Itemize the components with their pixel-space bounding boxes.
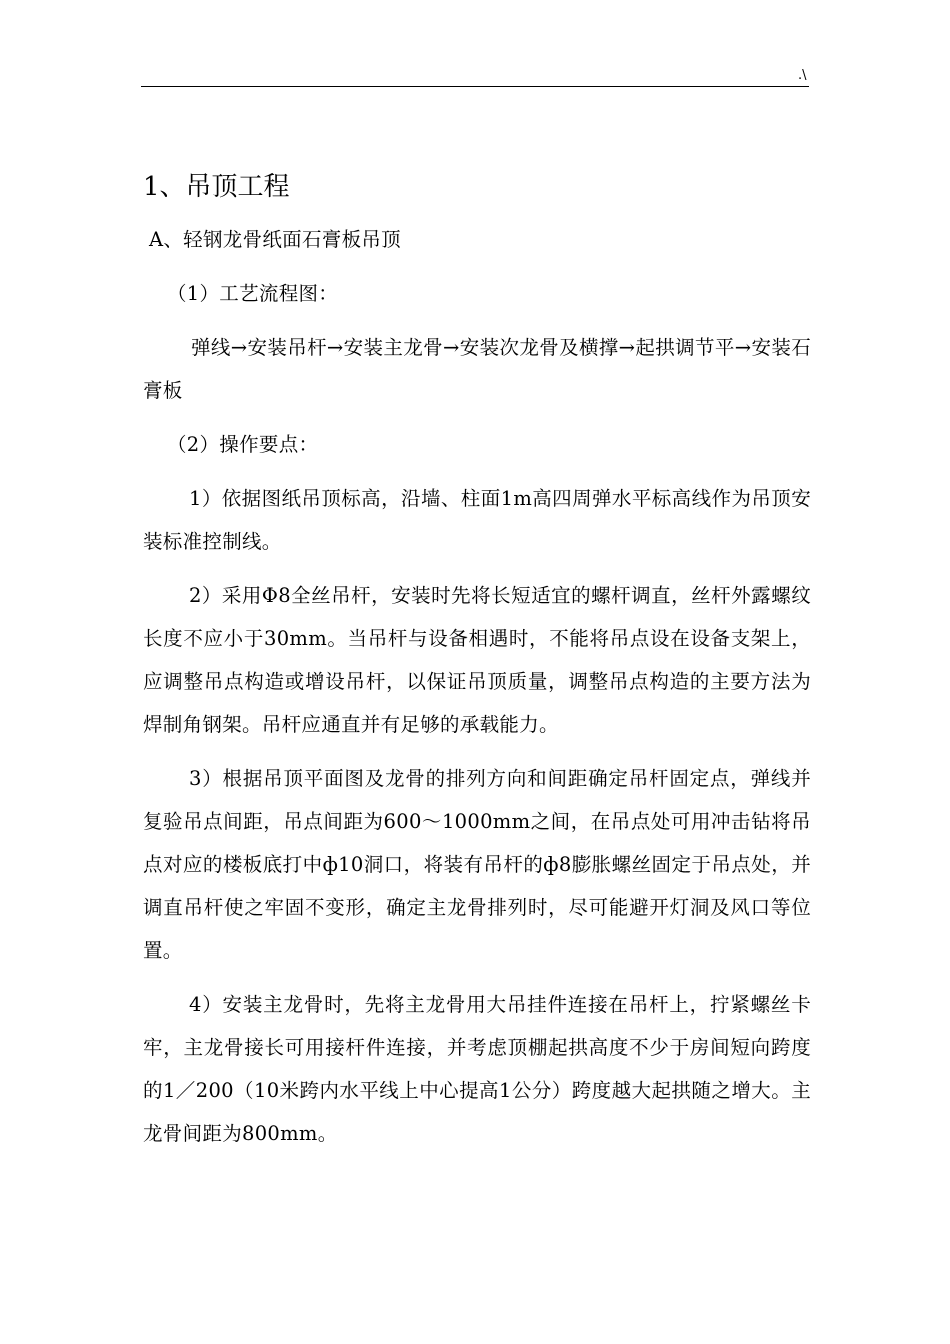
section-title: 1、吊顶工程 <box>143 172 290 202</box>
key-point-2: 2）采用Φ8全丝吊杆，安装时先将长短适宜的螺杆调直，丝杆外露螺纹长度不应小于30mm。当吊杆与设备相遇时，不能将吊点设在设备支架上，应调整吊点构造或增设吊杆，以保证吊顶质量，调整吊点构造的主要方法为焊制角钢架。吊杆应通直并有足够的承载能力。 <box>143 584 811 736</box>
key-point-1: 1）依据图纸吊顶标高，沿墙、柱面1m高四周弹水平标高线作为吊顶安装标准控制线。 <box>143 487 811 553</box>
subsection-title: A、轻钢龙骨纸面石膏板吊顶 <box>149 228 401 251</box>
key-point-3: 3）根据吊顶平面图及龙骨的排列方向和间距确定吊杆固定点，弹线并复验吊点间距，吊点间距为600～1000mm之间，在吊点处可用冲击钻将吊点对应的楼板底打中ф10洞口，将装有吊杆的ф8膨胀螺丝固定于吊点处，并调直吊杆使之牢固不变形，确定主龙骨排列时，尽可能避开灯洞及风口等位置。 <box>143 767 811 962</box>
document-body <box>143 160 811 1166</box>
process-flow-text: 弹线→安装吊杆→安装主龙骨→安装次龙骨及横撑→起拱调节平→安装石膏板 <box>143 336 811 402</box>
step-title-process-flow: （1）工艺流程图： <box>167 282 339 305</box>
step-title-key-points: （2）操作要点： <box>167 433 319 456</box>
key-point-4: 4）安装主龙骨时，先将主龙骨用大吊挂件连接在吊杆上，拧紧螺丝卡牢，主龙骨接长可用接杆件连接，并考虑顶棚起拱高度不少于房间短向跨度的1／200（10米跨内水平线上中心提高1公分）跨度越大起拱随之增大。主龙骨间距为800mm。 <box>143 993 811 1145</box>
header-mark: .\ <box>798 68 807 83</box>
header-rule <box>141 86 809 87</box>
